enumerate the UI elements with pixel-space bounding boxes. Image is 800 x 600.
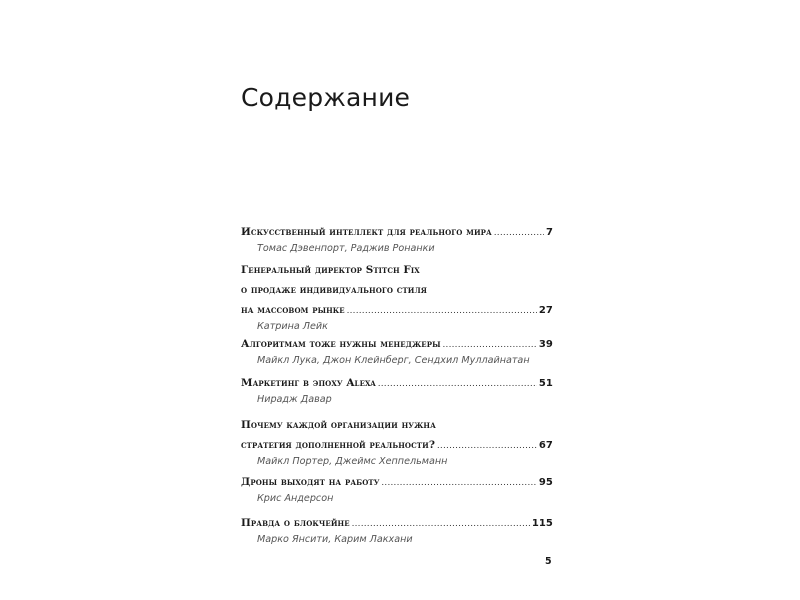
toc-entry-title: на массовом рынке [241, 304, 345, 316]
toc-page-number: 7 [545, 227, 553, 238]
toc-entry-line [241, 300, 553, 320]
toc-entry-authors: Катрина Лейк [257, 321, 328, 332]
leader-dots [378, 374, 537, 394]
toc-page-number: 67 [538, 440, 553, 451]
toc-page-number: 39 [538, 339, 553, 350]
toc-entry-line [241, 415, 553, 435]
toc-entry-authors: Майкл Портер, Джеймс Хеппельманн [257, 456, 448, 467]
toc-page-number: 95 [538, 477, 553, 488]
toc-entry[interactable] [241, 222, 553, 256]
toc-entry[interactable] [241, 260, 553, 334]
toc-entry-line [241, 472, 553, 492]
toc-entry[interactable] [241, 373, 553, 407]
toc-entry-title: Искусственный интеллект для реального мира [241, 226, 492, 238]
toc-entry-title: Алгоритмам тоже нужны менеджеры [241, 338, 441, 350]
leader-dots [443, 335, 537, 355]
toc-entry-authors: Майкл Лука, Джон Клейнберг, Сендхил Муллайнатан [257, 355, 530, 366]
toc-page-number: 115 [531, 518, 553, 529]
toc-entry-authors: Марко Янсити, Карим Лакхани [257, 534, 413, 545]
toc-entry-line [241, 260, 553, 280]
leader-dots [352, 514, 530, 534]
toc-page-number: 51 [538, 378, 553, 389]
toc-entry-line [241, 435, 553, 455]
toc-entry-line [241, 373, 553, 393]
toc-entry-title: Маркетинг в эпоху Alexa [241, 377, 376, 389]
toc-entry-line [241, 222, 553, 242]
toc-entry-title: стратегия дополненной реальности? [241, 439, 436, 451]
page-number: 5 [545, 556, 552, 567]
leader-dots [494, 223, 544, 243]
toc-page-number: 27 [538, 305, 553, 316]
leader-dots [347, 301, 537, 321]
toc-entry-title: Генеральный директор Stitch Fix [241, 264, 420, 276]
page-title: Содержание [241, 83, 411, 112]
toc-entry-title: о продаже индивидуального стиля [241, 284, 428, 296]
toc-entry[interactable] [241, 334, 553, 368]
toc-entry-title: Дроны выходят на работу [241, 476, 380, 488]
toc-entry-authors: Крис Андерсон [257, 493, 334, 504]
toc-entry[interactable] [241, 415, 553, 469]
toc-entry-authors: Нирадж Давар [257, 394, 332, 405]
leader-dots [382, 473, 537, 493]
toc-entry-title: Правда о блокчейне [241, 517, 350, 529]
toc-entry[interactable] [241, 472, 553, 506]
toc-entry-authors: Томас Дэвенпорт, Раджив Ронанки [257, 243, 435, 254]
toc-entry-line [241, 334, 553, 354]
toc-entry[interactable] [241, 513, 553, 547]
leader-dots [437, 436, 537, 456]
toc-entry-title: Почему каждой организации нужна [241, 419, 436, 431]
toc-entry-line [241, 513, 553, 533]
toc-entry-line [241, 280, 553, 300]
